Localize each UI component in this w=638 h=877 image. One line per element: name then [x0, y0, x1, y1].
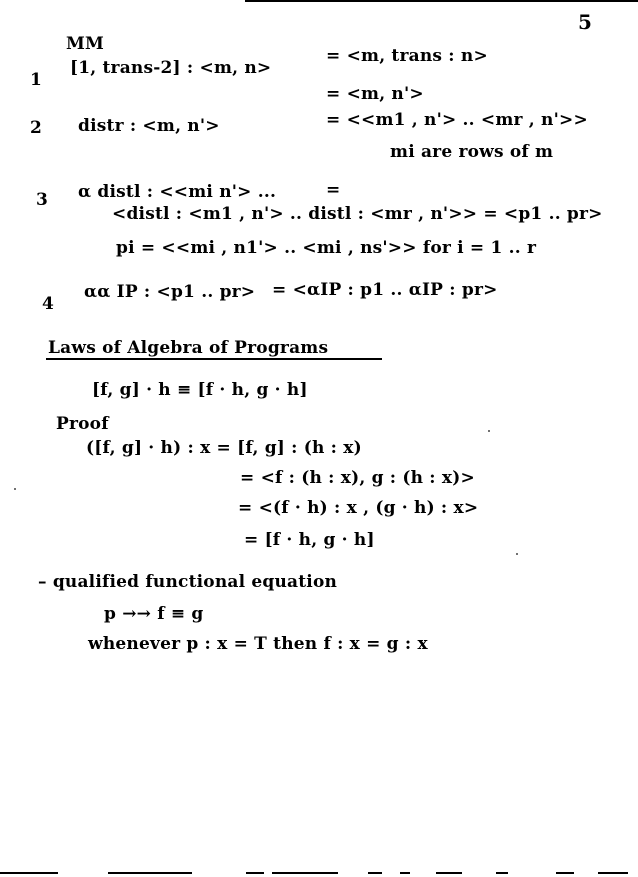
- proof-line-4: = [f · h, g · h]: [244, 530, 375, 550]
- item-4-lhs: αα IP : <p1 .. pr>: [84, 282, 256, 302]
- proof-label: Proof: [56, 414, 109, 434]
- law-equation: [f, g] · h ≡ [f · h, g · h]: [92, 380, 308, 400]
- proof-line-1: ([f, g] · h) : x = [f, g] : (h : x): [86, 438, 362, 458]
- item-3-line-3: pi = <<mi , n1'> .. <mi , ns'>> for i = 1 .. r: [116, 238, 537, 258]
- qfe-condition: whenever p : x = T then f : x = g : x: [88, 634, 428, 654]
- laws-heading-underline: [46, 358, 382, 360]
- item-1-number: 1: [30, 70, 43, 90]
- item-3-line-2: <distl : <m1 , n'> .. distl : <mr , n'>> = <p1 .. pr>: [112, 204, 603, 224]
- laws-heading: Laws of Algebra of Programs: [48, 338, 329, 358]
- scan-speck: [516, 553, 518, 555]
- item-1-continuation: = <m, n'>: [326, 84, 424, 104]
- bottom-scan-mark: [108, 872, 192, 874]
- proof-line-2: = <f : (h : x), g : (h : x)>: [240, 468, 475, 488]
- bottom-scan-mark: [246, 872, 264, 874]
- scan-speck: [14, 488, 16, 490]
- bottom-scan-mark: [272, 872, 338, 874]
- item-2-number: 2: [30, 118, 43, 138]
- qfe-expression: p →→ f ≡ g: [104, 604, 204, 624]
- item-2-note: mi are rows of m: [390, 142, 554, 162]
- bottom-scan-mark: [0, 872, 58, 874]
- top-rule: [245, 0, 638, 2]
- page-number: 5: [578, 10, 593, 34]
- item-3-rhs: =: [326, 180, 341, 200]
- item-3-lhs: α distl : <<mi n'> ...: [78, 182, 277, 202]
- bottom-scan-mark: [436, 872, 462, 874]
- scan-speck: [488, 430, 490, 432]
- item-4-number: 4: [42, 294, 55, 314]
- item-2-lhs: distr : <m, n'>: [78, 116, 220, 136]
- bottom-scan-mark: [598, 872, 628, 874]
- bottom-scan-mark: [400, 872, 410, 874]
- proof-line-3: = <(f · h) : x , (g · h) : x>: [238, 498, 479, 518]
- header-initials: MM: [66, 34, 105, 54]
- qfe-title: – qualified functional equation: [38, 572, 338, 592]
- bottom-scan-mark: [496, 872, 508, 874]
- bottom-scan-mark: [368, 872, 382, 874]
- item-3-number: 3: [36, 190, 49, 210]
- item-2-rhs: = <<m1 , n'> .. <mr , n'>>: [326, 110, 588, 130]
- item-4-rhs: = <αIP : p1 .. αIP : pr>: [272, 280, 498, 300]
- bottom-scan-mark: [556, 872, 574, 874]
- item-1-rhs: = <m, trans : n>: [326, 46, 488, 66]
- item-1-lhs: [1, trans-2] : <m, n>: [70, 58, 272, 78]
